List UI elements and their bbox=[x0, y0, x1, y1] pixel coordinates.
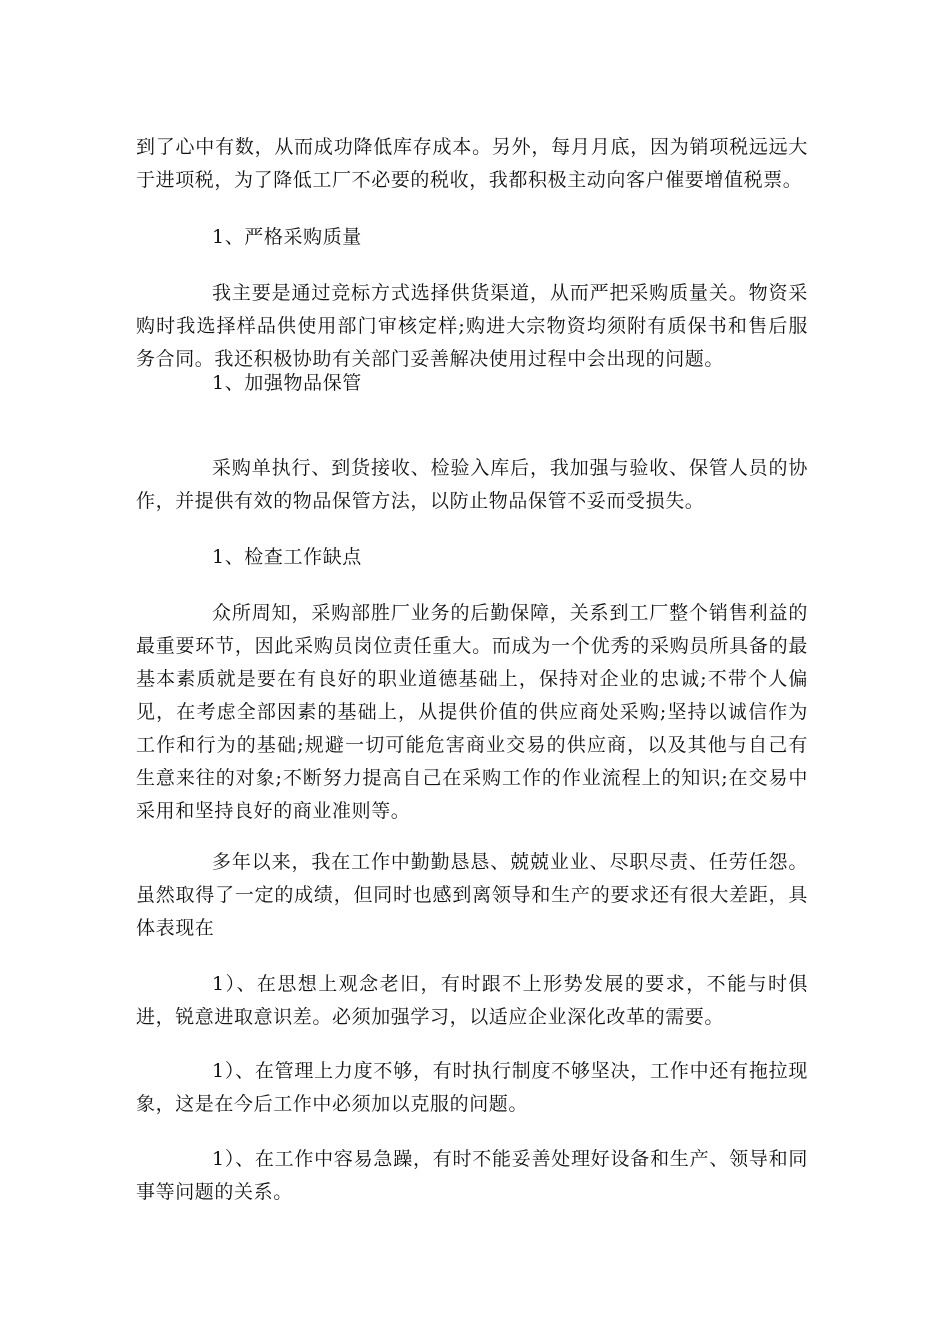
paragraph-item-storage: 采购单执行、到货接收、检验入库后，我加强与验收、保管人员的协作，并提供有效的物品保管方法，以防止物品保管不妥而受损失。 bbox=[136, 457, 808, 512]
heading-item-storage: 1、加强物品保管 bbox=[212, 372, 362, 394]
heading-work-shortcomings: 1、检查工作缺点 bbox=[212, 546, 362, 568]
paragraph-issue-management: 1）、在管理上力度不够，有时执行制度不够坚决，工作中还有拖拉现象，这是在今后工作中必须加以克服的问题。 bbox=[136, 1060, 808, 1115]
paragraph-purchase-quality: 我主要是通过竞标方式选择供货渠道，从而严把采购质量关。物资采购时我选择样品供使用部门审核定样;购进大宗物资均须附有质保书和售后服务合同。我还积极协助有关部门妥善解决使用过程中会出现的问题。 bbox=[136, 282, 808, 370]
paragraph-buyer-qualities: 众所周知，采购部胜厂业务的后勤保障，关系到工厂整个销售利益的最重要环节，因此采购员岗位责任重大。而成为一个优秀的采购员所具备的最基本素质就是要在有良好的职业道德基础上，保持对企业的忠诚;不带个人偏见，在考虑全部因素的基础上，从提供价值的供应商处采购;坚持以诚信作为工作和行为的基础;规避一切可能危害商业交易的供应商，以及其他与自己有生意来往的对象;不断努力提高自己在采购工作的作业流程上的知识;在交易中采用和坚持良好的商业准则等。 bbox=[136, 602, 808, 822]
paragraph-cost-reduction: 到了心中有数，从而成功降低库存成本。另外，每月月底，因为销项税远远大于进项税，为了降低工厂不必要的税收，我都积极主动向客户催要增值税票。 bbox=[136, 136, 808, 191]
heading-purchase-quality: 1、严格采购质量 bbox=[212, 226, 362, 248]
paragraph-years-of-work: 多年以来，我在工作中勤勤恳恳、兢兢业业、尽职尽责、任劳任怨。虽然取得了一定的成绩，但同时也感到离领导和生产的要求还有很大差距，具体表现在 bbox=[136, 851, 808, 939]
paragraph-issue-thinking: 1）、在思想上观念老旧，有时跟不上形势发展的要求，不能与时俱进，锐意进取意识差。必须加强学习，以适应企业深化改革的需要。 bbox=[136, 973, 808, 1028]
paragraph-issue-impatience: 1）、在工作中容易急躁，有时不能妥善处理好设备和生产、领导和同事等问题的关系。 bbox=[136, 1148, 808, 1203]
